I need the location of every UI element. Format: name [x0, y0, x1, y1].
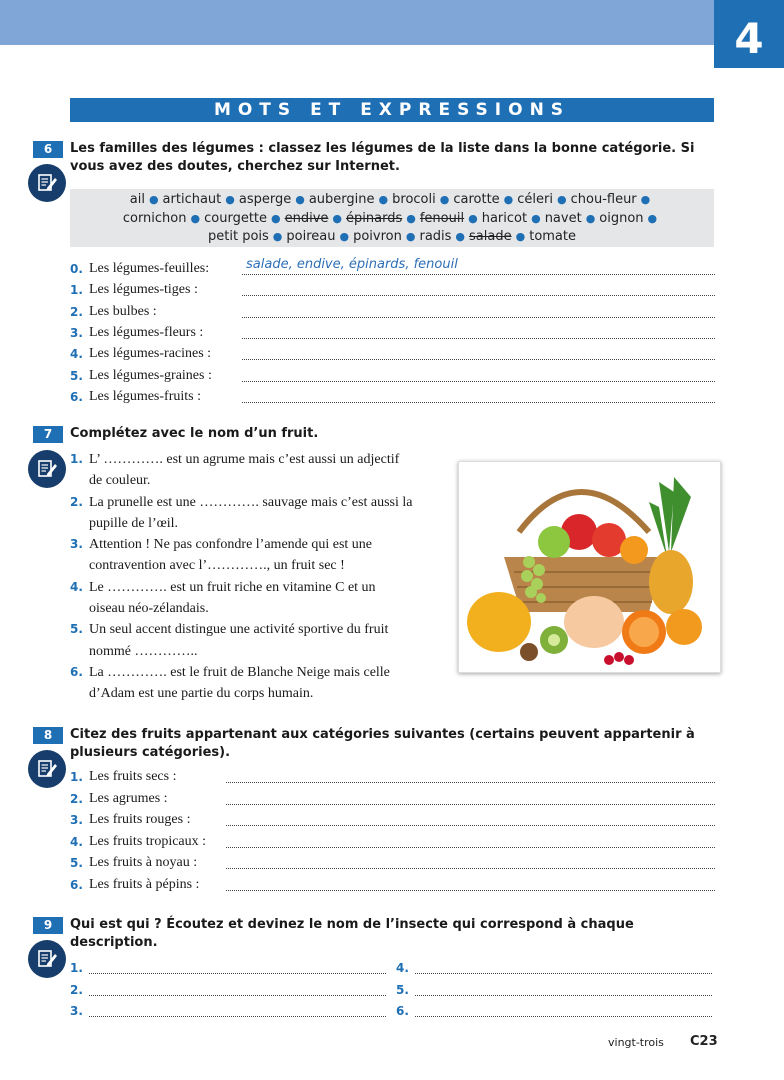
- bullet-dot: ●: [515, 230, 526, 243]
- question-text: Le …………. est un fruit riche en vitamine C et un: [89, 579, 376, 595]
- bullet-dot: ●: [503, 193, 514, 206]
- answer-line[interactable]: [89, 995, 386, 996]
- answer-line[interactable]: [415, 973, 712, 974]
- answer-row: [70, 387, 715, 407]
- item-number: 2.: [70, 494, 83, 509]
- answer-row: [70, 810, 715, 830]
- vegetable-list-line: [70, 210, 714, 229]
- item-label: Les bulbes :: [89, 303, 157, 319]
- vegetable-word: cornichon: [122, 210, 187, 226]
- bullet-dot: ●: [585, 211, 596, 225]
- item-number: 3.: [70, 1004, 83, 1018]
- answer-line[interactable]: [89, 973, 386, 974]
- top-banner: [0, 0, 784, 45]
- vegetable-word: aubergine: [308, 192, 375, 207]
- answer-row: [70, 832, 715, 852]
- answer-row: [70, 853, 715, 873]
- vegetable-list-line: [70, 191, 714, 210]
- item-number: 0.: [70, 262, 83, 276]
- exercise-7-title: Complétez avec le nom d’un fruit.: [70, 426, 319, 441]
- answer-row: [70, 366, 715, 386]
- exercise-9-number: 9: [33, 917, 63, 934]
- item-label: Les fruits à noyau :: [89, 855, 198, 871]
- exercise-8-number: 8: [33, 727, 63, 744]
- bullet-dot: ●: [406, 211, 416, 225]
- question-text: nommé …………..: [89, 643, 198, 659]
- answer-row: [396, 980, 712, 1000]
- answer-line[interactable]: [242, 359, 715, 360]
- vegetable-list: [70, 189, 714, 247]
- item-number: 4.: [396, 961, 409, 975]
- bullet-dot: ●: [332, 211, 343, 225]
- item-number: 2.: [70, 304, 83, 319]
- item-label: Les fruits secs :: [89, 769, 177, 784]
- vegetable-word: navet: [544, 210, 582, 226]
- fruit-basket-photo: [458, 461, 721, 673]
- exercise-8-title: Citez des fruits appartenant aux catégories suivantes (certains peuvent appartenir à plusieurs catégories).: [70, 727, 695, 760]
- item-number: 3.: [70, 813, 83, 828]
- item-number: 1.: [70, 452, 83, 466]
- bullet-dot: ●: [455, 230, 466, 243]
- pencil-paper-icon: [28, 164, 66, 202]
- item-number: 1.: [70, 770, 83, 784]
- item-label: Les légumes-tiges :: [89, 282, 198, 298]
- question-item: [70, 619, 440, 662]
- item-number: 4.: [70, 347, 83, 362]
- answer-row: [70, 767, 715, 787]
- answer-row: [70, 344, 715, 364]
- question-text: contravention avec l’…………., un fruit sec !: [89, 558, 345, 574]
- question-item: [70, 577, 440, 620]
- item-number: 2.: [70, 982, 83, 997]
- bullet-dot: ●: [557, 193, 567, 206]
- answer-line[interactable]: [415, 995, 712, 996]
- question-item: [70, 492, 440, 535]
- vegetable-word: poivron: [353, 229, 402, 244]
- bullet-dot: ●: [647, 211, 658, 225]
- chapter-number: 4: [714, 0, 784, 68]
- question-item: [70, 449, 440, 492]
- item-number: 6.: [396, 1004, 409, 1018]
- exercise-6-number: 6: [33, 141, 63, 158]
- answer-row: [396, 958, 712, 978]
- answer-line[interactable]: [226, 847, 715, 848]
- item-label: Les légumes-graines :: [89, 367, 212, 383]
- bullet-dot: ●: [272, 230, 283, 243]
- item-number: 1.: [70, 961, 83, 975]
- bullet-dot: ●: [439, 193, 450, 206]
- answer-line[interactable]: [242, 317, 715, 318]
- vegetable-word: fenouil: [419, 210, 465, 226]
- item-number: 4.: [70, 834, 83, 849]
- pencil-paper-icon: [28, 750, 66, 788]
- item-number: 2.: [70, 791, 83, 806]
- exercise-6-title: Les familles des légumes : classez les légumes de la liste dans la bonne catégorie. Si vous avez des doutes, cherchez sur Internet.: [70, 141, 695, 174]
- question-text: pupille de l’œil.: [89, 515, 179, 531]
- bullet-dot: ●: [405, 230, 416, 243]
- answer-row: [70, 958, 386, 978]
- item-label: Les fruits rouges :: [89, 812, 191, 828]
- answer-line[interactable]: [242, 338, 715, 339]
- example-answer: salade, endive, épinards, fenouil: [246, 257, 458, 272]
- bullet-dot: ●: [225, 193, 235, 206]
- answer-line[interactable]: [226, 890, 715, 891]
- answer-line[interactable]: [226, 782, 715, 783]
- vegetable-word: salade: [469, 229, 512, 244]
- vegetable-word: céleri: [517, 192, 553, 207]
- bullet-dot: ●: [295, 193, 305, 206]
- item-label: Les fruits tropicaux :: [89, 833, 207, 849]
- question-text: La prunelle est une …………. sauvage mais c’est aussi la: [89, 494, 413, 510]
- item-number: 5.: [70, 622, 83, 637]
- vegetable-word: chou-fleur: [570, 192, 637, 207]
- exercise-7-number: 7: [33, 426, 63, 443]
- answer-line[interactable]: [242, 381, 715, 382]
- bullet-dot: ●: [271, 211, 281, 225]
- answer-line[interactable]: [242, 402, 715, 403]
- question-text: Attention ! Ne pas confondre l’amende qui est une: [89, 537, 373, 553]
- answer-row: [70, 302, 715, 322]
- question-text: Un seul accent distingue une activité sportive du fruit: [89, 622, 389, 638]
- bullet-dot: ●: [190, 211, 201, 225]
- question-text: d’Adam est une partie du corps humain.: [89, 686, 314, 702]
- answer-row: [70, 280, 715, 300]
- item-number: 3.: [70, 325, 83, 340]
- vegetable-word: tomate: [529, 229, 576, 244]
- bullet-dot: ●: [468, 211, 478, 225]
- answer-line[interactable]: [226, 804, 715, 805]
- item-number: 5.: [396, 982, 409, 997]
- answer-line[interactable]: [226, 825, 715, 826]
- vegetable-word: haricot: [481, 210, 528, 226]
- item-label: Les fruits à pépins :: [89, 877, 200, 892]
- vegetable-word: asperge: [238, 192, 292, 207]
- question-text: L’ …………. est un agrume mais c’est aussi un adjectif: [89, 452, 400, 467]
- item-label: Les légumes-racines :: [89, 346, 212, 362]
- item-label: Les légumes-fleurs :: [89, 324, 204, 340]
- item-number: 4.: [70, 579, 83, 594]
- item-number: 6.: [70, 878, 83, 892]
- vegetable-word: oignon: [599, 210, 644, 226]
- question-text: oiseau néo-zélandais.: [89, 601, 209, 617]
- item-number: 6.: [70, 665, 83, 679]
- section-title: MOTS ET EXPRESSIONS: [70, 98, 714, 122]
- question-text: de couleur.: [89, 473, 151, 489]
- vegetable-word: endive: [284, 210, 329, 226]
- answer-line[interactable]: [242, 295, 715, 296]
- exercise-9-title: Qui est qui ? Écoutez et devinez le nom de l’insecte qui correspond à chaque description.: [70, 917, 634, 950]
- item-label: Les légumes-feuilles:: [89, 261, 210, 276]
- vegetable-word: courgette: [204, 210, 268, 226]
- answer-row: [396, 1001, 712, 1021]
- item-number: 3.: [70, 537, 83, 552]
- answer-line[interactable]: [242, 274, 715, 275]
- page-word: vingt-trois: [608, 1036, 664, 1049]
- vegetable-word: poireau: [286, 229, 336, 244]
- answer-row: [70, 323, 715, 343]
- vegetable-word: artichaut: [162, 192, 222, 207]
- answer-line[interactable]: [89, 1016, 386, 1017]
- answer-row: [70, 980, 386, 1000]
- vegetable-word: radis: [419, 229, 452, 244]
- item-number: 5.: [70, 856, 83, 871]
- bullet-dot: ●: [339, 230, 350, 243]
- page-number: C23: [690, 1034, 718, 1049]
- item-number: 5.: [70, 368, 83, 383]
- pencil-paper-icon: [28, 450, 66, 488]
- answer-row: [70, 875, 715, 895]
- bullet-dot: ●: [640, 193, 651, 206]
- answer-line[interactable]: [226, 868, 715, 869]
- vegetable-list-line: [70, 228, 714, 247]
- question-item: [70, 534, 440, 577]
- vegetable-word: petit pois: [208, 229, 269, 244]
- vegetable-word: carotte: [453, 192, 500, 207]
- vegetable-word: épinards: [346, 210, 403, 226]
- question-item: [70, 662, 440, 705]
- bullet-dot: ●: [531, 211, 541, 225]
- vegetable-word: ail: [129, 192, 145, 207]
- answer-row: [70, 789, 715, 809]
- item-label: Les légumes-fruits :: [89, 388, 201, 404]
- pencil-paper-icon: [28, 940, 66, 978]
- item-number: 6.: [70, 389, 83, 404]
- item-label: Les agrumes :: [89, 790, 168, 806]
- question-text: La …………. est le fruit de Blanche Neige mais celle: [89, 665, 390, 680]
- item-number: 1.: [70, 283, 83, 298]
- vegetable-word: brocoli: [392, 192, 436, 207]
- answer-line[interactable]: [415, 1016, 712, 1017]
- bullet-dot: ●: [378, 193, 389, 206]
- answer-row: [70, 1001, 386, 1021]
- bullet-dot: ●: [148, 193, 159, 206]
